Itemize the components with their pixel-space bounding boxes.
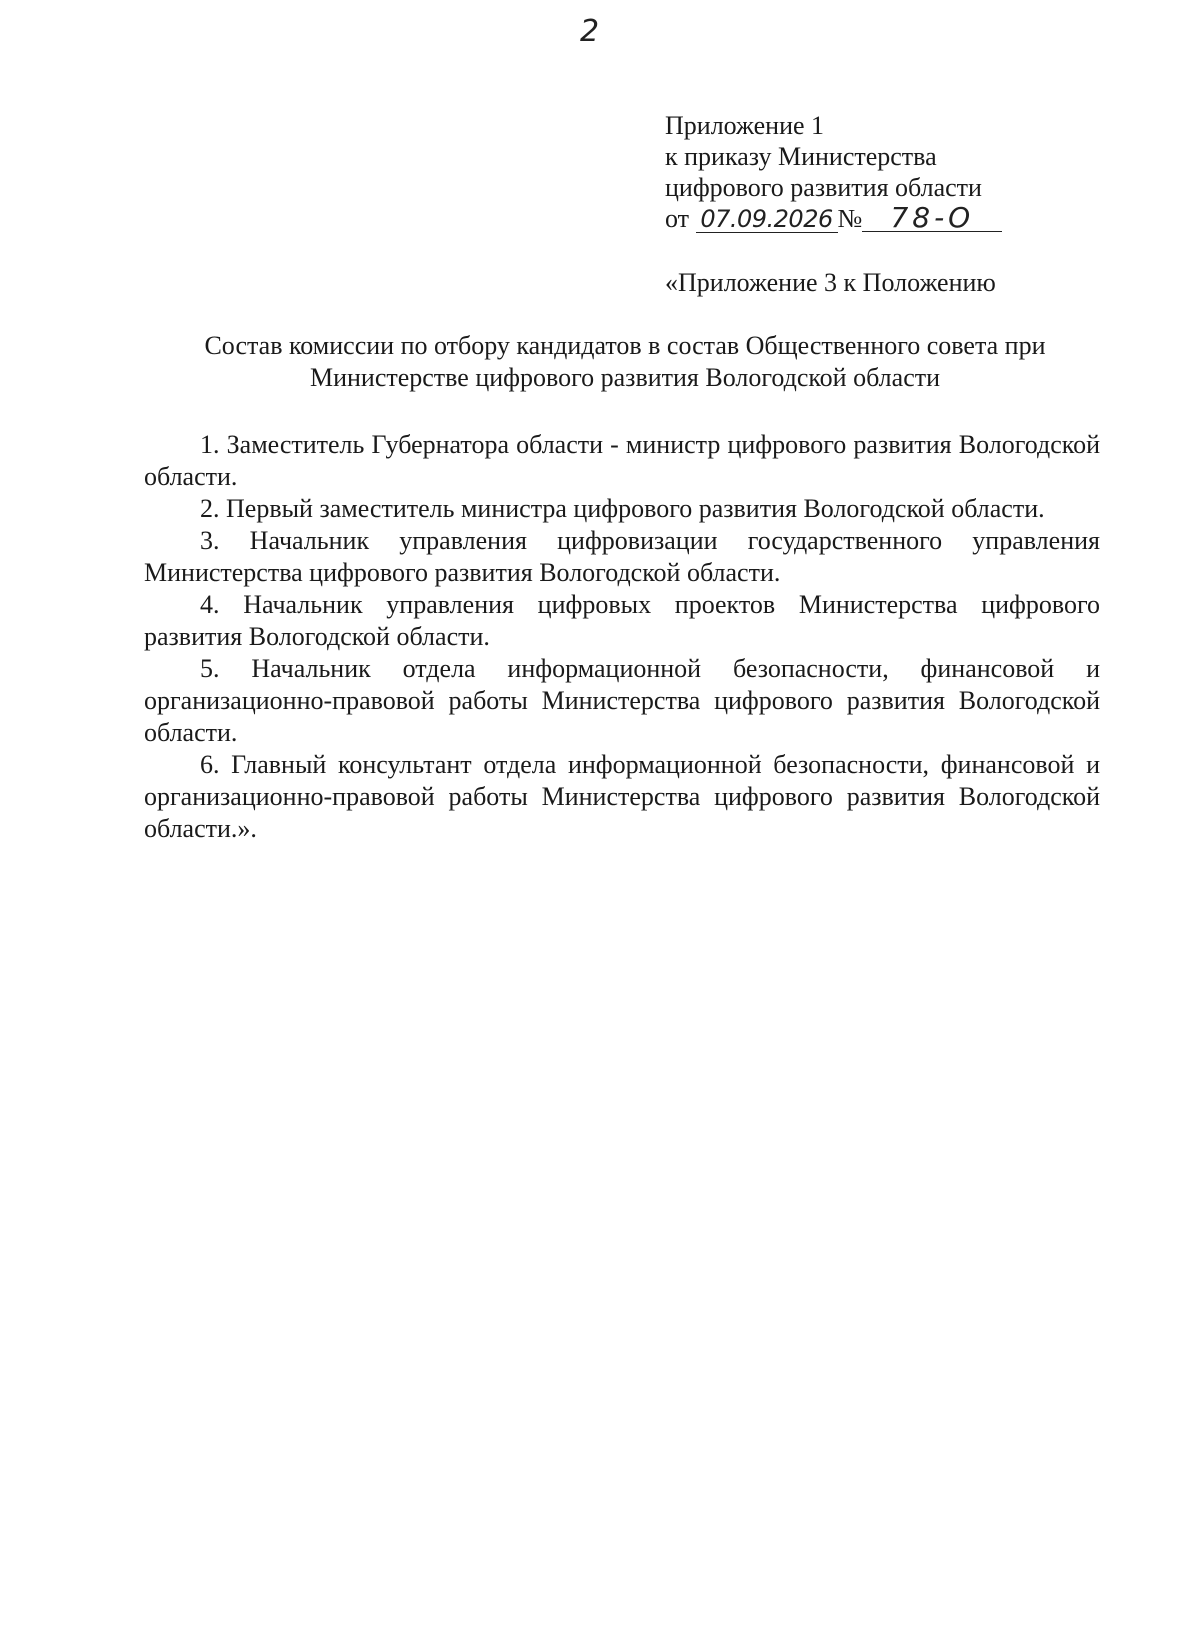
number-sign: № (837, 204, 863, 233)
list-item: 1. Заместитель Губернатора области - министр цифрового развития Вологодской области. (144, 430, 1100, 491)
handwritten-page-number: 2 (580, 14, 600, 49)
title-line-2: Министерстве цифрового развития Вологодской области (309, 363, 941, 392)
document-title (130, 330, 1120, 394)
order-number-handwritten: 78-О (862, 205, 1002, 232)
title-line-1: Состав комиссии по отбору кандидатов в состав Общественного совета при (204, 331, 1046, 360)
appendix-date-line (665, 203, 1002, 234)
appendix-header (665, 110, 1002, 234)
date-prefix: от (665, 204, 690, 233)
commission-member-list (144, 429, 1100, 845)
list-item: 4. Начальник управления цифровых проектов Министерства цифрового развития Вологодской области. (144, 590, 1100, 651)
list-item: 3. Начальник управления цифровизации государственного управления Министерства цифрового развития Вологодской области. (144, 526, 1100, 587)
appendix-ministry-line: цифрового развития области (665, 173, 982, 202)
list-item: 2. Первый заместитель министра цифрового развития Вологодской области. (200, 494, 1045, 523)
list-item: 6. Главный консультант отдела информационной безопасности, финансовой и организационно-правовой работы Министерства цифрового развития Вологодской области.». (144, 750, 1100, 843)
appendix-title: Приложение 1 (665, 111, 825, 140)
annex-reference: «Приложение 3 к Положению (665, 268, 996, 297)
order-date-handwritten: 07.09.2026 (696, 206, 838, 233)
appendix-order-line: к приказу Министерства (665, 142, 937, 171)
list-item: 5. Начальник отдела информационной безопасности, финансовой и организационно-правовой работы Министерства цифрового развития Вологодской области. (144, 654, 1100, 747)
